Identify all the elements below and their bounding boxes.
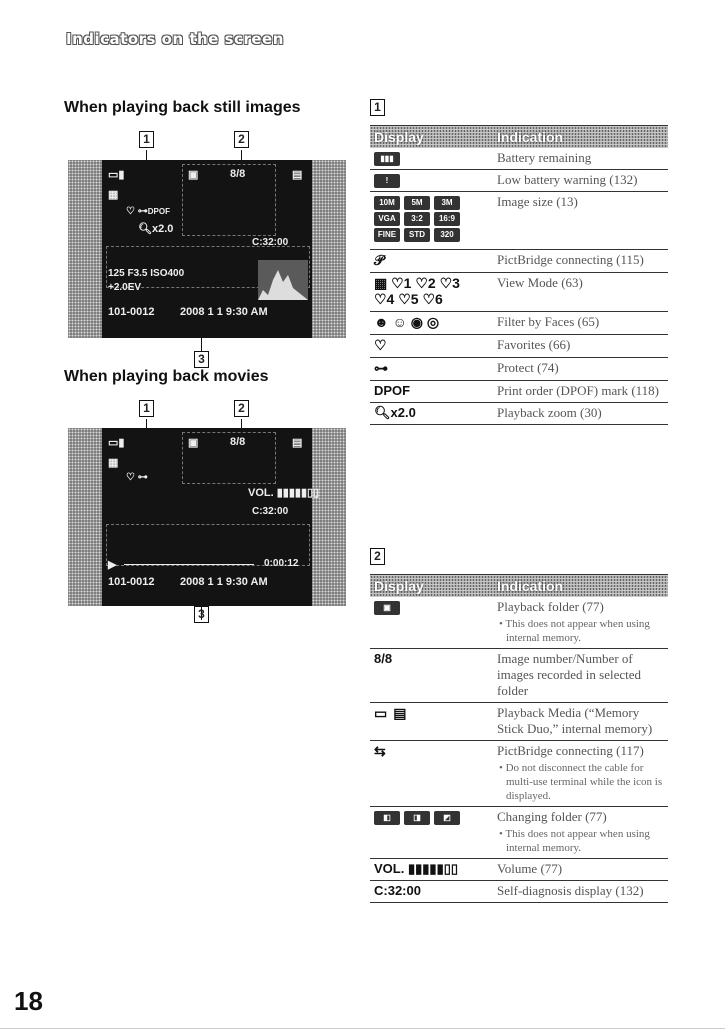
page-number: 18 (14, 986, 43, 1016)
movie-file-number: 101-0012 (108, 576, 155, 588)
change-folder-icon-1: ◧ (374, 811, 400, 825)
image-size-fine-icon: FINE (374, 228, 400, 242)
change-folder-icon-2: ◨ (404, 811, 430, 825)
table-row: VOL. ▮▮▮▮▮▯▯ Volume (77) (370, 859, 668, 881)
folder-icon: ▣ (374, 601, 400, 615)
filter-faces-icons: ☻ ☺ ◉ ◎ (374, 314, 440, 330)
image-size-3m-icon: 3M (434, 196, 460, 210)
still-selfdiag: C:32:00 (252, 237, 289, 248)
table-row: 10M 5M 3M VGA 3:2 16:9 FINE STD 320 Image size (13) (370, 192, 668, 250)
view-mode-icon: ▦ (108, 457, 119, 469)
zoom-icon: 🔍︎x2.0 (138, 223, 174, 235)
page-header: Indicators on the screen (66, 30, 284, 48)
bottom-rule (0, 1028, 725, 1029)
table-row: ▮▮▮ Battery remaining (370, 148, 668, 170)
image-size-5m-icon: 5M (404, 196, 430, 210)
still-playback-screen (68, 160, 346, 338)
zoom-icon: 🔍︎ (374, 405, 391, 420)
memory-stick-icon: ▭ (374, 705, 388, 721)
table-row: 🔍︎x2.0 Playback zoom (30) (370, 403, 668, 425)
movie-selfdiag: C:32:00 (252, 506, 289, 517)
table-row: DPOF Print order (DPOF) mark (118) (370, 381, 668, 403)
table-row: ⊶ Protect (74) (370, 358, 668, 381)
col-indication: Indication (493, 575, 668, 598)
note: • This does not appear when using internal memory. (499, 828, 650, 854)
movie-counter: 8/8 (230, 436, 246, 448)
view-mode-icon: ▦ (108, 189, 119, 201)
still-counter: 8/8 (230, 168, 246, 180)
still-exposure: 125 F3.5 ISO400 (108, 268, 185, 279)
indicator-table-2 (370, 574, 668, 903)
table-row: ◧ ◨ ◩ Changing folder (77) • This does not appear when using internal memory. (370, 807, 668, 859)
still-datetime: 2008 1 1 9:30 AM (180, 306, 268, 318)
callout-1-movie: 1 (139, 400, 154, 417)
table-row: ⇆ PictBridge connecting (117) • Do not disconnect the cable for multi-use terminal while the icon is displayed. (370, 741, 668, 807)
folder-icon: ▣ (188, 437, 199, 449)
indicator-table-1 (370, 125, 668, 425)
table-row: ! Low battery warning (132) (370, 170, 668, 192)
col-display: Display (370, 575, 493, 598)
still-section-title: When playing back still images (64, 99, 301, 116)
still-dpof: DPOF (147, 207, 170, 216)
still-zoom: x2.0 (151, 223, 174, 235)
table-row: 𝒫 PictBridge connecting (115) (370, 250, 668, 273)
table-row: 8/8 Image number/Number of images recorded in selected folder (370, 649, 668, 703)
favorites-icon: ♡ (374, 337, 387, 353)
image-size-vga-icon: VGA (374, 212, 400, 226)
low-battery-icon: ! (374, 174, 400, 188)
image-size-10m-icon: 10M (374, 196, 400, 210)
favorites-protect-icons: ♡ ⊶ (126, 472, 148, 483)
movie-time: 0:00:12 (264, 558, 299, 569)
volume-bars-icon: ▮▮▮▮▮▯▯ (407, 861, 459, 876)
callout-2-movie: 2 (234, 400, 249, 417)
callout-2-still: 2 (234, 131, 249, 148)
col-indication: Indication (493, 126, 668, 149)
note: • This does not appear when using internal memory. (499, 618, 650, 644)
movie-volume: VOL. ▮▮▮▮▮▯▯ (248, 487, 320, 499)
image-size-16-9-icon: 16:9 (434, 212, 460, 226)
battery-icon: ▭▮ (108, 169, 125, 181)
table-row: ▭ ▤ Playback Media (“Memory Stick Duo,” internal memory) (370, 703, 668, 741)
callout-3-movie: 3 (194, 606, 209, 623)
battery-icon: ▭▮ (108, 437, 125, 449)
image-size-std-icon: STD (404, 228, 430, 242)
callout-1-still: 1 (139, 131, 154, 148)
movie-datetime: 2008 1 1 9:30 AM (180, 576, 268, 588)
movie-vol-label: VOL. (248, 487, 274, 499)
battery-icon: ▮▮▮ (374, 152, 400, 166)
media-icon: ▤ (292, 169, 303, 181)
table1-label: 1 (370, 99, 385, 116)
folder-icon: ▣ (188, 169, 199, 181)
image-size-3-2-icon: 3:2 (404, 212, 430, 226)
callout-3-still: 3 (194, 351, 209, 368)
change-folder-icon-3: ◩ (434, 811, 460, 825)
col-display: Display (370, 126, 493, 149)
movie-playback-screen (68, 428, 346, 606)
image-size-320-icon: 320 (434, 228, 460, 242)
pictbridge-connect-icon: ⇆ (374, 743, 386, 759)
internal-memory-icon: ▤ (393, 705, 407, 721)
note: • Do not disconnect the cable for multi-use terminal while the icon is displayed. (499, 762, 663, 802)
media-icon: ▤ (292, 437, 303, 449)
view-mode-icons: ▦ ♡1 ♡2 ♡3 ♡4 ♡5 ♡6 (374, 275, 460, 307)
favorites-protect-icons: ♡ ⊶DPOF (126, 206, 170, 217)
table2-label: 2 (370, 548, 385, 565)
play-icon: ▶ (108, 559, 117, 571)
protect-icon: ⊶ (374, 360, 388, 376)
table-row: ♡ Favorites (66) (370, 335, 668, 358)
table-row: ▦ ♡1 ♡2 ♡3 ♡4 ♡5 ♡6 View Mode (63) (370, 273, 668, 312)
table-row: ▣ Playback folder (77) • This does not appear when using internal memory. (370, 597, 668, 649)
pictbridge-icon: 𝒫 (374, 252, 385, 268)
still-file-number: 101-0012 (108, 306, 155, 318)
still-ev: +2.0EV (108, 282, 142, 293)
progress-bar (124, 564, 254, 565)
movie-section-title: When playing back movies (64, 368, 269, 385)
table-row: ☻ ☺ ◉ ◎ Filter by Faces (65) (370, 312, 668, 335)
table-row: C:32:00 Self-diagnosis display (132) (370, 881, 668, 903)
histogram (258, 260, 308, 300)
